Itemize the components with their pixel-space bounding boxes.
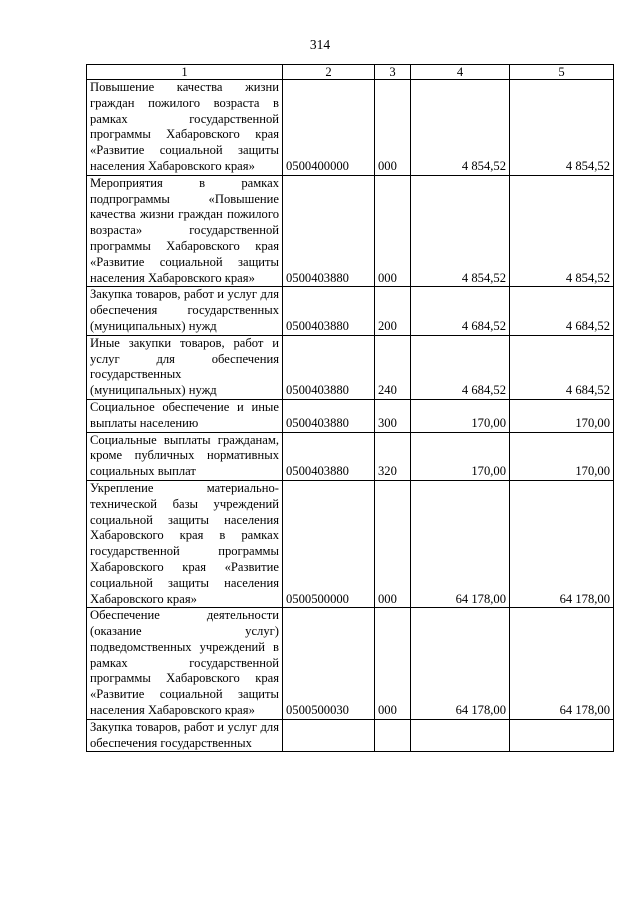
- row-name: Социальные выплаты гражданам, кроме публичных нормативных социальных выплат: [87, 432, 283, 480]
- header-col-4: 4: [411, 65, 510, 80]
- header-col-3: 3: [375, 65, 411, 80]
- row-vr: 000: [375, 480, 411, 607]
- row-sum-2: 4 854,52: [510, 80, 614, 176]
- header-row: [87, 65, 614, 80]
- row-name: Повышение качества жизни граждан пожилого возраста в рамках государственной программы Хабаровского края «Развитие социальной защиты населения Хабаровского края»: [87, 80, 283, 176]
- row-vr: 000: [375, 175, 411, 287]
- table-row: [87, 287, 614, 335]
- row-sum-2: 170,00: [510, 399, 614, 432]
- row-code: 0500403880: [283, 335, 375, 399]
- row-vr: 000: [375, 608, 411, 720]
- row-sum-1: [411, 719, 510, 752]
- row-name: Закупка товаров, работ и услуг для обеспечения государственных: [87, 719, 283, 752]
- row-name: Иные закупки товаров, работ и услуг для обеспечения государственных (муниципальных) нужд: [87, 335, 283, 399]
- table-row: [87, 80, 614, 176]
- row-code: [283, 719, 375, 752]
- table-header: [87, 65, 614, 80]
- table-row: [87, 608, 614, 720]
- header-col-2: 2: [283, 65, 375, 80]
- row-sum-2: 4 684,52: [510, 335, 614, 399]
- row-sum-1: 4 684,52: [411, 335, 510, 399]
- row-code: 0500500030: [283, 608, 375, 720]
- row-code: 0500400000: [283, 80, 375, 176]
- row-sum-1: 170,00: [411, 432, 510, 480]
- table-body: [87, 80, 614, 752]
- row-sum-1: 64 178,00: [411, 608, 510, 720]
- row-sum-1: 64 178,00: [411, 480, 510, 607]
- table-row: [87, 399, 614, 432]
- page-number: 314: [309, 37, 331, 52]
- row-code: 0500500000: [283, 480, 375, 607]
- row-vr: [375, 719, 411, 752]
- row-sum-2: 4 684,52: [510, 287, 614, 335]
- table-row: [87, 335, 614, 399]
- row-vr: 240: [375, 335, 411, 399]
- table-row: [87, 480, 614, 607]
- row-vr: 000: [375, 80, 411, 176]
- header-col-5: 5: [510, 65, 614, 80]
- row-vr: 320: [375, 432, 411, 480]
- row-name: Социальное обеспечение и иные выплаты населению: [87, 399, 283, 432]
- row-name: Мероприятия в рамках подпрограммы «Повышение качества жизни граждан пожилого возраста» государственной программы Хабаровского края «Развитие социальной защиты населения Хабаровского края»: [87, 175, 283, 287]
- row-name: Закупка товаров, работ и услуг для обеспечения государственных (муниципальных) нужд: [87, 287, 283, 335]
- row-vr: 200: [375, 287, 411, 335]
- row-name: Обеспечение деятельности (оказание услуг) подведомственных учреждений в рамках государственной программы Хабаровского края «Развитие социальной защиты населения Хабаровского края»: [87, 608, 283, 720]
- row-name: Укрепление материально-технической базы учреждений социальной защиты населения Хабаровского края в рамках государственной программы Хабаровского края «Развитие социальной защиты населения Хабаровского края»: [87, 480, 283, 607]
- row-sum-2: [510, 719, 614, 752]
- row-sum-2: 170,00: [510, 432, 614, 480]
- row-sum-1: 170,00: [411, 399, 510, 432]
- row-code: 0500403880: [283, 432, 375, 480]
- row-code: 0500403880: [283, 175, 375, 287]
- row-sum-2: 64 178,00: [510, 608, 614, 720]
- table-row: [87, 175, 614, 287]
- row-vr: 300: [375, 399, 411, 432]
- table-row: [87, 432, 614, 480]
- row-sum-1: 4 684,52: [411, 287, 510, 335]
- row-sum-2: 4 854,52: [510, 175, 614, 287]
- row-code: 0500403880: [283, 399, 375, 432]
- row-code: 0500403880: [283, 287, 375, 335]
- table-row: [87, 719, 614, 752]
- header-col-1: 1: [87, 65, 283, 80]
- row-sum-2: 64 178,00: [510, 480, 614, 607]
- row-sum-1: 4 854,52: [411, 80, 510, 176]
- budget-table: [86, 64, 614, 752]
- row-sum-1: 4 854,52: [411, 175, 510, 287]
